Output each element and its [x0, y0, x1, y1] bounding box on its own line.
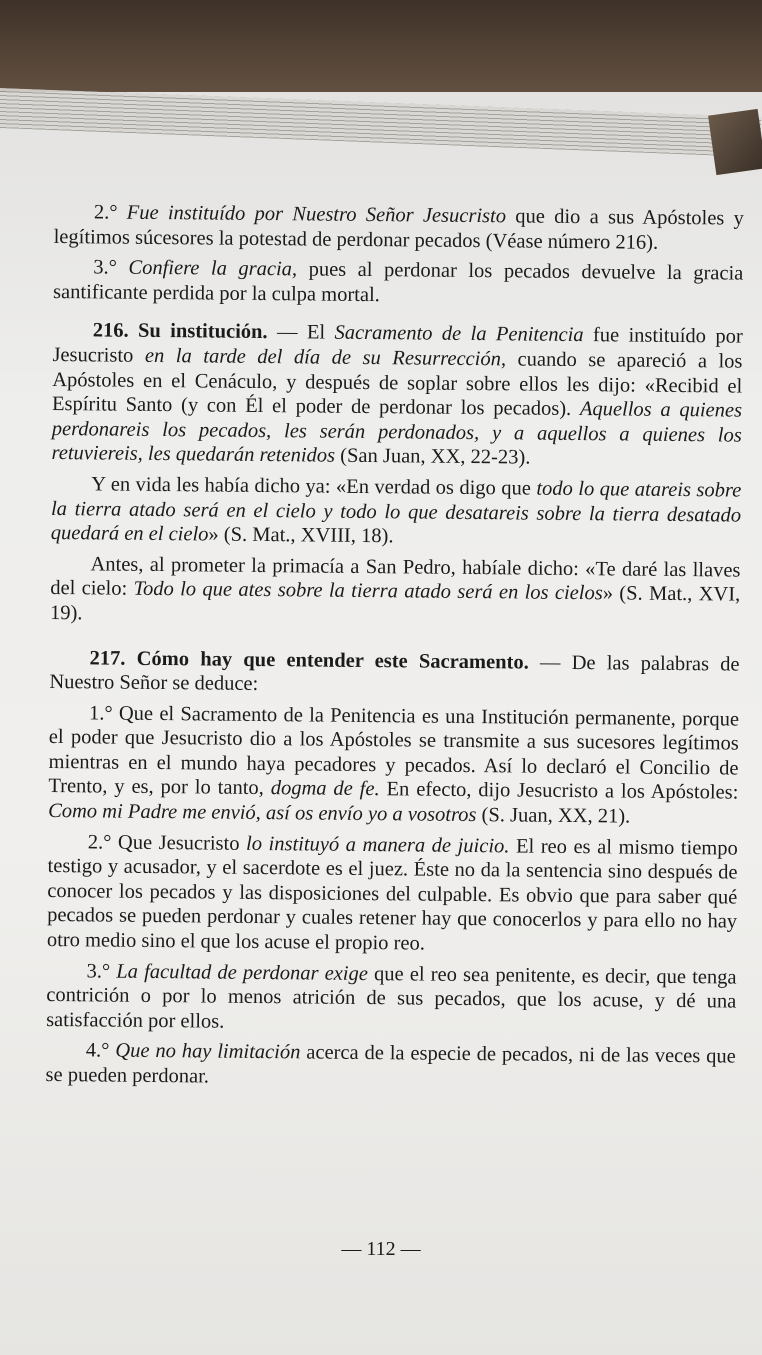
- text-run: 4.°: [85, 1039, 116, 1063]
- paragraph-p10: [45, 1038, 735, 1094]
- text-run: (y con Él el poder de perdonar los pecados).: [172, 394, 581, 421]
- text-run: acerca de la especie de pecados, ni de las veces que se pueden perdonar.: [45, 1041, 736, 1088]
- text-run: El reo es al mismo tiempo testigo y acusador, y el sacerdote es el juez. Éste no da la sentencia sino después de conocer los pecados y las disposiciones del culpable. Es obvio que para saber qué pecados se pueden perdonar y cuales retener hay que conocerlos y para ello no hay otro medio sino el que los acuse el propio reo.: [46, 835, 738, 955]
- paragraph-p3: [51, 318, 742, 472]
- text-run: fue instituído por Jesucristo: [52, 324, 743, 367]
- text-run: La facultad de perdonar exige: [116, 960, 369, 985]
- text-run: Todo lo que ates sobre la tierra atado será en los cielos: [133, 578, 603, 605]
- text-run: dogma de fe.: [270, 777, 380, 801]
- text-run: — De las palabras de Nuestro Señor se deduce:: [49, 651, 740, 696]
- text-run: que el reo sea penitente, es decir, que tenga contrición o por lo menos atrición de sus pecados, que los acuse, y dé una satisfacción por ellos.: [46, 962, 737, 1033]
- text-run: cuando se apareció a los Apóstoles en el Cenáculo, y después de soplar sobre ellos les dijo: «: [52, 348, 743, 397]
- paragraph-p4: [51, 472, 742, 552]
- text-run: (San Juan, XX, 22-23).: [334, 445, 531, 469]
- text-run: 3.°: [86, 959, 117, 983]
- page-text-body: [45, 200, 744, 1100]
- paragraph-p1: [54, 200, 744, 256]
- text-run: en la tarde del día de su Resurrección,: [144, 344, 507, 371]
- page-corner-shadow: [708, 109, 762, 175]
- paragraph-p9: [46, 959, 737, 1039]
- paragraph-p8: [47, 830, 738, 960]
- paragraph-p6: [49, 645, 739, 701]
- text-run: Sacramento de la Penitencia: [334, 322, 584, 347]
- text-run: Que no hay limitación: [115, 1040, 301, 1064]
- text-run: todo lo que atareis sobre la tierra atado será en el cielo y todo lo que desatareis sobre la tierra desatado quedará en el cielo: [50, 477, 742, 546]
- text-run: En efecto, dijo Jesucristo a los Apóstoles:: [379, 778, 739, 805]
- text-run: Confiere la gracia,: [128, 256, 298, 281]
- text-run: — El: [267, 321, 335, 345]
- text-run: » (S. Mat., XVI, 19).: [49, 582, 741, 625]
- page-number: — 112 —: [341, 1238, 421, 1260]
- text-run: Como mi Padre me envió, así os envío yo a vosotros: [48, 800, 477, 827]
- paragraph-p2: [53, 255, 743, 311]
- text-run: que dio a sus Apóstoles y legítimos súcesores la potestad de perdonar pecados (Véase número 216).: [53, 205, 744, 254]
- text-run: 216. Su institución.: [92, 319, 268, 344]
- text-run: Aquellos a quienes perdonareis los pecados, les serán perdonados, y a aquellos a quienes los retuviereis, les quedarán retenidos: [51, 398, 743, 468]
- paragraph-p7: [48, 701, 739, 831]
- text-run: lo instituyó a manera de juicio.: [245, 832, 510, 858]
- text-run: 3.°: [93, 256, 129, 279]
- text-run: 2.°: [93, 201, 127, 224]
- text-run: pues al perdonar los pecados devuelve la gracia santificante perdida por la culpa mortal.: [53, 258, 744, 306]
- text-run: 2.° Que Jesucristo: [87, 831, 247, 855]
- text-run: (S. Juan, XX, 21).: [476, 804, 631, 828]
- paragraph-p5: [50, 552, 741, 632]
- text-run: Recibid el Espíritu Santo: [51, 374, 743, 417]
- text-run: Antes, al prometer la primacía a San Pedro, habíale dicho: «Te daré las llaves del cielo:: [50, 553, 741, 601]
- text-run: Y en vida les había dicho ya: «En verdad os digo que: [91, 473, 537, 500]
- text-run: 217. Cómo hay que entender este Sacramento.: [89, 646, 529, 674]
- text-run: Fue instituído por Nuestro Señor Jesucristo: [126, 201, 507, 228]
- text-run: » (S. Mat., XVIII, 18).: [208, 523, 394, 548]
- text-run: 1.° Que el Sacramento de la Penitencia es una Institución permanente, porque el poder que Jesucristo dio a los Apóstoles se transmite a sus sucesores legítimos mientras en el mundo haya pecadores y pecados. Así lo declaró el Concilio de Trento, y es, por lo tanto,: [48, 702, 740, 800]
